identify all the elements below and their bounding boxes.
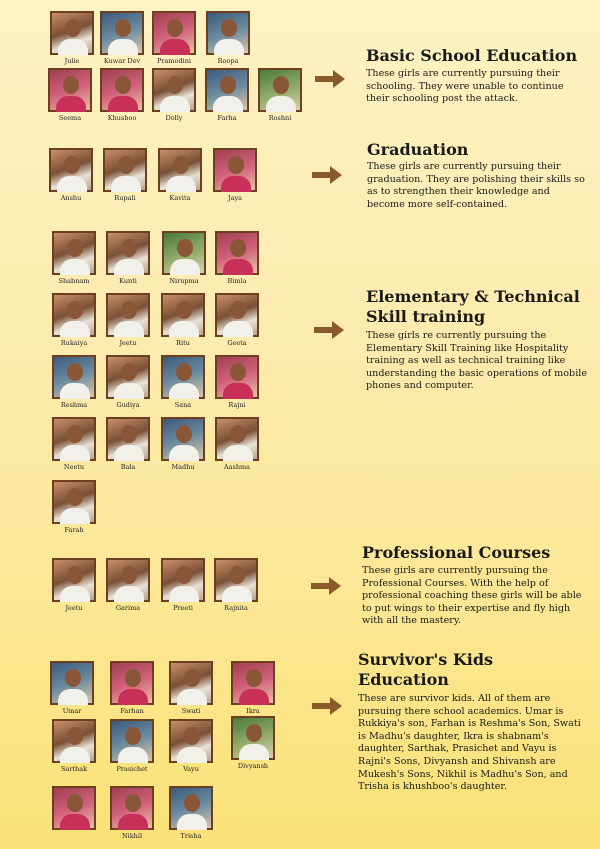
caption: Reshma xyxy=(60,401,88,409)
caption: Preeti xyxy=(173,604,193,612)
arrow-right-icon xyxy=(315,70,345,88)
caption: Farhan xyxy=(120,707,144,715)
photo-kunti xyxy=(106,231,150,275)
photo-farhan xyxy=(110,661,154,705)
section-description: These girls are currently pursuing their schooling. They were unable to continue their schooling post the attack. xyxy=(366,68,564,105)
photo-khusboo xyxy=(100,68,144,112)
section-description: These are survivor kids. All of them are pursuing there school academics. Umar is Rukkiya's son, Farhan is Reshma's Son, Swati is Madhu's daughter, Ikra is shabnam's daughter, Sarthak, Prasichet and Vayu is Rajni's Sons, Divyansh and Shivansh are Mukesh's Sons, Nikhil is Madhu's Son, and Trisha is khushboo's daughter. xyxy=(358,693,581,793)
caption: Rupali xyxy=(114,194,136,202)
caption: Rukaiya xyxy=(60,339,88,347)
caption: Kunti xyxy=(119,277,137,285)
caption: Prasichet xyxy=(116,765,148,773)
photo-bimla xyxy=(215,231,259,275)
photo-aashma xyxy=(215,417,259,461)
section-description: These girls re currently pursuing the Elementary Skill Training like Hospitality training as well as technical training like understanding the basic operations of mobile phones and computer. xyxy=(366,330,588,392)
caption: Dolly xyxy=(165,114,183,122)
caption: Roopa xyxy=(217,57,239,65)
arrow-right-icon xyxy=(312,166,342,184)
caption: Bala xyxy=(120,463,136,471)
photo-rupali xyxy=(103,148,147,192)
photo-reshma xyxy=(52,355,96,399)
arrow-right-icon xyxy=(314,321,344,339)
caption: Trisha xyxy=(180,832,202,840)
photo-first-kid-bottom-row xyxy=(52,786,96,830)
caption: Seema xyxy=(58,114,82,122)
caption: Kavita xyxy=(169,194,191,202)
caption: Farah xyxy=(64,526,84,534)
section-heading: Professional Courses xyxy=(362,543,551,562)
caption: Kuwar Dev xyxy=(103,57,141,65)
photo-preeti xyxy=(161,558,205,602)
caption: Nirupma xyxy=(169,277,199,285)
caption: Divyansh xyxy=(237,762,269,770)
photo-ikra xyxy=(231,661,275,705)
photo-madhu xyxy=(161,417,205,461)
caption: Aashma xyxy=(223,463,251,471)
section-description: These girls are currently pursuing the Professional Courses. With the help of professional coaching these girls will be able to put wings to their expertise and fly high with all the mastery. xyxy=(362,565,582,627)
section-heading: Survivor's Kids Education xyxy=(358,650,494,689)
caption: Khusboo xyxy=(107,114,137,122)
caption: Sarthak xyxy=(60,765,88,773)
caption: Ritu xyxy=(176,339,190,347)
caption: Swati xyxy=(181,707,201,715)
section-heading: Basic School Education xyxy=(366,46,578,65)
caption: Roshni xyxy=(268,114,292,122)
caption: Sana xyxy=(174,401,192,409)
photo-kavita xyxy=(158,148,202,192)
caption: Jeetu xyxy=(65,604,83,612)
caption: Farha xyxy=(217,114,237,122)
arrow-right-icon xyxy=(312,697,342,715)
photo-trisha xyxy=(169,786,213,830)
caption: Anshu xyxy=(60,194,82,202)
photo-sarthak xyxy=(52,719,96,763)
photo-prasichet xyxy=(110,719,154,763)
photo-seema xyxy=(48,68,92,112)
photo-jeetu xyxy=(52,558,96,602)
photo-kuwar-dev xyxy=(100,11,144,55)
photo-nikhil xyxy=(110,786,154,830)
section-description: These girls are currently pursuing their graduation. They are polishing their skills so as to strengthen their knowledge and become more self-contained. xyxy=(367,161,585,210)
photo-neetu xyxy=(52,417,96,461)
caption: Rajnita xyxy=(224,604,248,612)
section-heading: Graduation xyxy=(367,140,469,159)
photo-dolly xyxy=(152,68,196,112)
photo-julie xyxy=(50,11,94,55)
photo-bala xyxy=(106,417,150,461)
photo-ritu xyxy=(161,293,205,337)
photo-gudiya xyxy=(106,355,150,399)
arrow-right-icon xyxy=(311,577,341,595)
photo-jeetu xyxy=(106,293,150,337)
photo-rukaiya xyxy=(52,293,96,337)
photo-farah xyxy=(52,480,96,524)
caption: Julie xyxy=(64,57,80,65)
caption: Ikra xyxy=(246,707,260,715)
caption: Shabnam xyxy=(58,277,90,285)
caption: Nikhil xyxy=(121,832,143,840)
caption: Jaya xyxy=(227,194,243,202)
caption: Umar xyxy=(62,707,82,715)
caption: Gudiya xyxy=(116,401,140,409)
caption: Rajni xyxy=(228,401,246,409)
photo-nirupma xyxy=(162,231,206,275)
photo-rajnita xyxy=(214,558,258,602)
photo-garima xyxy=(106,558,150,602)
caption: Madhu xyxy=(171,463,195,471)
section-heading: Elementary & Technical Skill training xyxy=(366,287,580,326)
photo-anshu xyxy=(49,148,93,192)
caption: Pramodini xyxy=(157,57,191,65)
caption: Garima xyxy=(115,604,141,612)
photo-umar xyxy=(50,661,94,705)
caption: Vayu xyxy=(183,765,199,773)
photo-swati xyxy=(169,661,213,705)
photo-rajni xyxy=(215,355,259,399)
photo-sana xyxy=(161,355,205,399)
photo-vayu xyxy=(169,719,213,763)
photo-farha xyxy=(205,68,249,112)
caption: Jeetu xyxy=(119,339,137,347)
caption: Geeta xyxy=(227,339,247,347)
photo-divyansh xyxy=(231,716,275,760)
photo-jaya xyxy=(213,148,257,192)
photo-roopa xyxy=(206,11,250,55)
photo-roshni xyxy=(258,68,302,112)
caption: Bimla xyxy=(227,277,247,285)
photo-pramodini xyxy=(152,11,196,55)
photo-shabnam xyxy=(52,231,96,275)
photo-geeta xyxy=(215,293,259,337)
caption: Neetu xyxy=(63,463,85,471)
